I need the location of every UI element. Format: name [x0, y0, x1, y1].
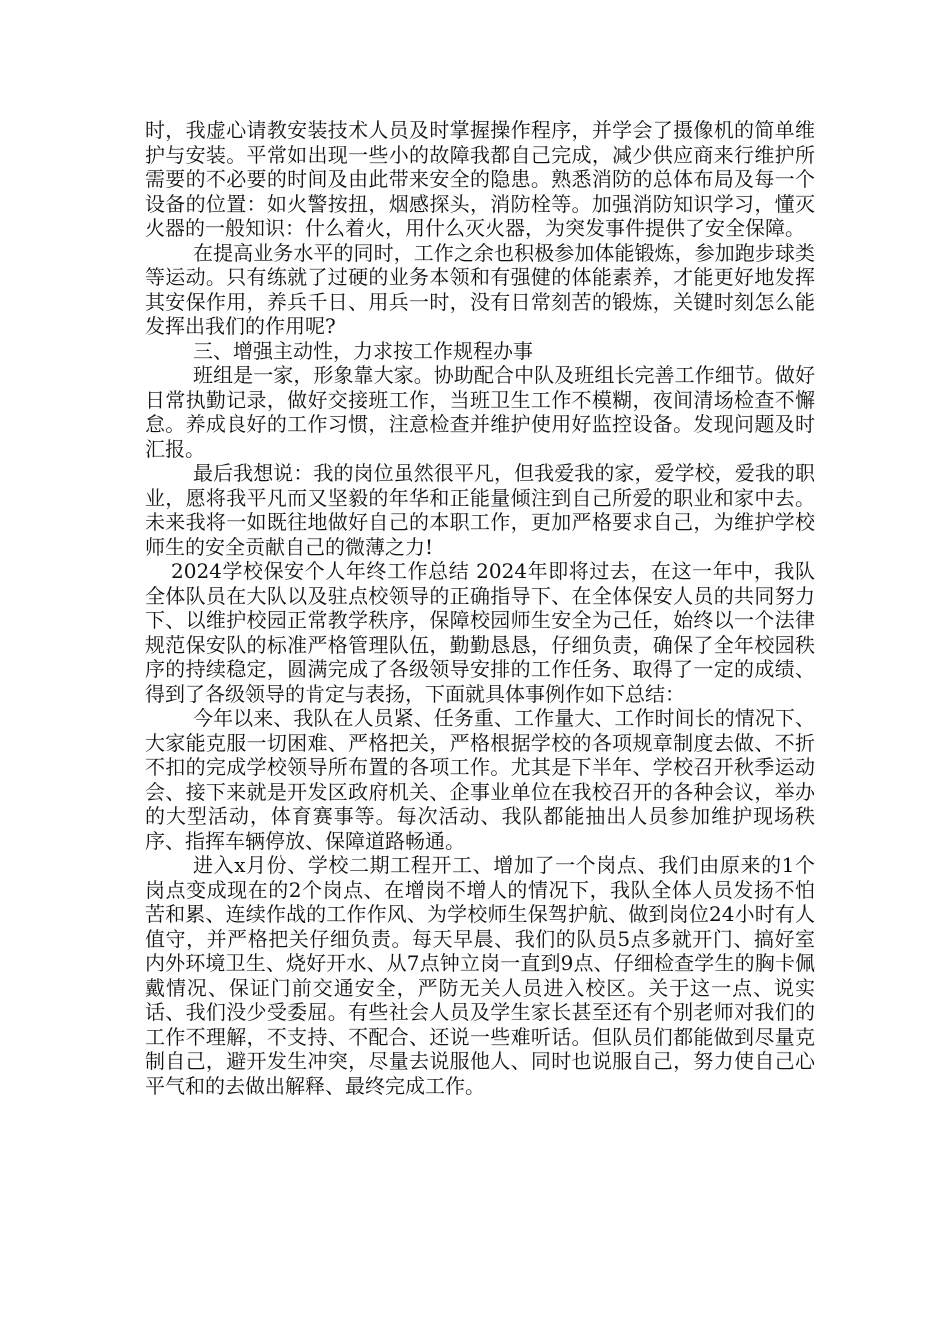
paragraph-this-year-work: 今年以来、我队在人员紧、任务重、工作量大、工作时间长的情况下、大家能克服一切困难、严格把关，严格根据学校的各项规章制度去做、不折不扣的完成学校领导所布置的各项工作。尤其是下半年、学校召开秋季运动会、接下来就是开发区政府机关、企事业单位在我校召开的各种会议，举办的大型活动，体育赛事等。每次活动、我队都能抽出人员参加维护现场秩序、指挥车辆停放、保障道路畅通。 [145, 706, 815, 853]
section-heading-initiative: 三、增强主动性，力求按工作规程办事 [193, 338, 533, 363]
document-body [145, 118, 815, 1098]
paragraph-closing-remarks: 最后我想说：我的岗位虽然很平凡，但我爱我的家，爱学校，爱我的职业，愿将我平凡而又坚毅的年华和正能量倾注到自己所爱的职业和家中去。未来我将一如既往地做好自己的本职工作，更加严格要求自己，为维护学校师生的安全贡献自己的微薄之力! [145, 461, 815, 559]
paragraph-physical-training: 在提高业务水平的同时，工作之余也积极参加体能锻炼，参加跑步球类等运动。只有练就了过硬的业务本领和有强健的体能素养，才能更好地发挥其安保作用，养兵千日、用兵一时，没有日常刻苦的锻炼，关键时刻怎么能发挥出我们的作用呢? [145, 240, 815, 338]
paragraph-new-post-duties: 进入x月份、学校二期工程开工、增加了一个岗点、我们由原来的1个岗点变成现在的2个岗点、在增岗不增人的情况下，我队全体人员发扬不怕苦和累、连续作战的工作作风、为学校师生保驾护航、做到岗位24小时有人值守，并严格把关仔细负责。每天早晨、我们的队员5点多就开门、搞好室内外环境卫生、烧好开水、从7点钟立岗一直到9点、仔细检查学生的胸卡佩戴情况、保证门前交通安全，严防无关人员进入校区。关于这一点、说实话、我们没少受委屈。有些社会人员及学生家长甚至还有个别老师对我们的工作不理解，不支持、不配合、还说一些难听话。但队员们都能做到尽量克制自己，避开发生冲突，尽量去说服他人、同时也说服自己，努力使自己心平气和的去做出解释、最终完成工作。 [145, 853, 815, 1098]
paragraph-team-work: 班组是一家，形象靠大家。协助配合中队及班组长完善工作细节。做好日常执勤记录，做好交接班工作，当班卫生工作不模糊，夜间清场检查不懈怠。养成良好的工作习惯，注意检查并维护使用好监控设备。发现问题及时汇报。 [145, 363, 815, 461]
paragraph-surveillance-fire-safety: 时，我虚心请教安装技术人员及时掌握操作程序，并学会了摄像机的简单维护与安装。平常如出现一些小的故障我都自己完成，减少供应商来行维护所需要的不必要的时间及由此带来安全的隐患。熟悉消防的总体布局及每一个设备的位置：如火警按扭，烟感探头，消防栓等。加强消防知识学习，懂灭火器的一般知识：什么着火，用什么灭火器，为突发事件提供了安全保障。 [145, 118, 815, 240]
paragraph-annual-summary-intro: 2024学校保安个人年终工作总结 2024年即将过去，在这一年中，我队全体队员在大队以及驻点校领导的正确指导下、在全体保安人员的共同努力下、以维护校园正常教学秩序，保障校园师生安全为己任，始终以一个法律规范保安队的标准严格管理队伍，勤勤恳恳，仔细负责，确保了全年校园秩序的持续稳定，圆满完成了各级领导安排的工作任务、取得了一定的成绩、得到了各级领导的肯定与表扬，下面就具体事例作如下总结： [145, 559, 815, 706]
